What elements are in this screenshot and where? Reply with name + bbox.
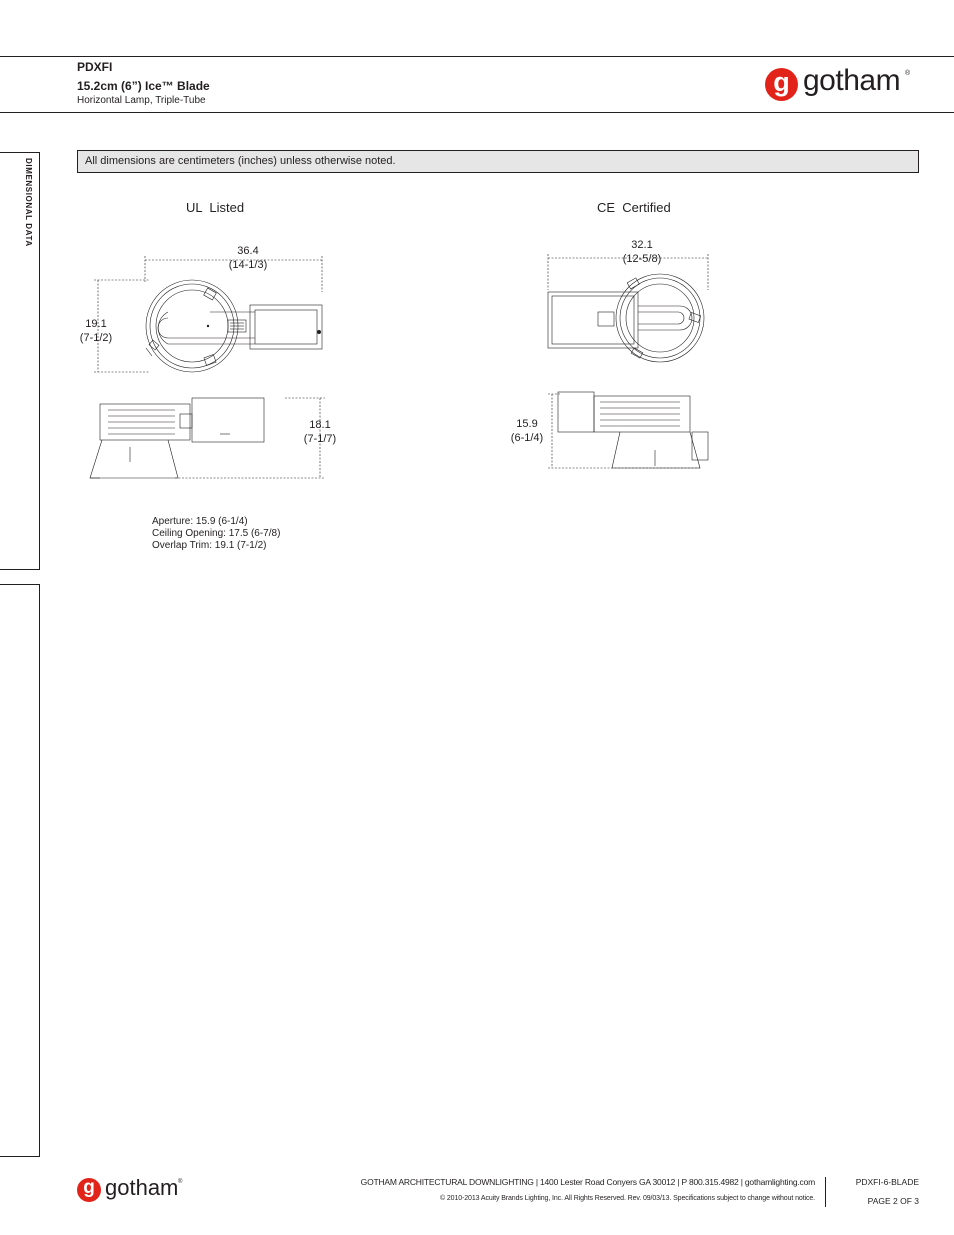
ce-width-cm: 32.1 (631, 239, 653, 251)
ce-height-cm: 15.9 (516, 418, 538, 430)
side-tab-label: DIMENSIONAL DATA (24, 158, 33, 247)
footer-copyright: © 2010-2013 Acuity Brands Lighting, Inc. All Rights Reserved. Rev. 09/03/13. Specifications subject to change without notice. (439, 1195, 815, 1202)
footer-address: GOTHAM ARCHITECTURAL DOWNLIGHTING | 1400 Lester Road Conyers GA 30012 | P 800.315.4982 | gothamlighting.com (360, 1177, 815, 1187)
spec-ceiling-opening: Ceiling Opening: 17.5 (6-7/8) (152, 528, 281, 539)
footer-logo-wordmark: gotham (105, 1175, 179, 1200)
ce-height-in: (6-1/4) (510, 432, 544, 444)
ce-side-view-drawing (540, 388, 720, 474)
brand-logo-wordmark: gotham (803, 64, 901, 97)
ul-height-in: (7-1/7) (303, 433, 337, 445)
spec-overlap-trim: Overlap Trim: 19.1 (7-1/2) (152, 540, 267, 551)
brand-logo-mark (765, 68, 798, 101)
side-tab-dimensional-data[interactable] (0, 152, 40, 570)
spec-aperture: Aperture: 15.9 (6-1/4) (152, 516, 248, 527)
product-name: 15.2cm (6”) Ice™ Blade (77, 79, 210, 93)
ul-side-view-drawing (80, 392, 340, 484)
brand-logo (765, 66, 915, 102)
product-code: PDXFI (77, 60, 113, 74)
ul-width-cm: 36.4 (237, 245, 259, 257)
ce-top-view-drawing (540, 250, 720, 365)
ul-width-in: (14-1/3) (228, 259, 268, 271)
ul-height-cm: 18.1 (309, 419, 331, 431)
side-tab-blank[interactable] (0, 584, 40, 1157)
footer-page-number: PAGE 2 OF 3 (867, 1196, 919, 1206)
ce-certified-title: CE Certified (597, 200, 671, 215)
ul-top-view-drawing (90, 252, 340, 377)
units-note: All dimensions are centimeters (inches) unless otherwise noted. (77, 150, 919, 173)
ul-listed-title: UL Listed (186, 200, 245, 215)
brand-logo-reg: ® (905, 70, 911, 77)
footer-logo-reg: ® (178, 1179, 183, 1185)
footer-logo-mark (77, 1178, 101, 1202)
footer-divider (825, 1177, 826, 1207)
brand-logo-glyph: g (773, 67, 790, 97)
ul-depth-cm: 19.1 (85, 318, 107, 330)
ce-width-in: (12-5/8) (622, 253, 662, 265)
product-subtitle: Horizontal Lamp, Triple-Tube (77, 95, 206, 106)
header-bottom-rule (0, 112, 954, 113)
spec-list (152, 516, 280, 552)
footer-logo (77, 1175, 187, 1204)
ul-depth-in: (7-1/2) (79, 332, 113, 344)
header-top-rule (0, 56, 954, 57)
footer-doc-code: PDXFI-6-BLADE (855, 1177, 919, 1187)
footer-logo-glyph: g (83, 1177, 95, 1198)
